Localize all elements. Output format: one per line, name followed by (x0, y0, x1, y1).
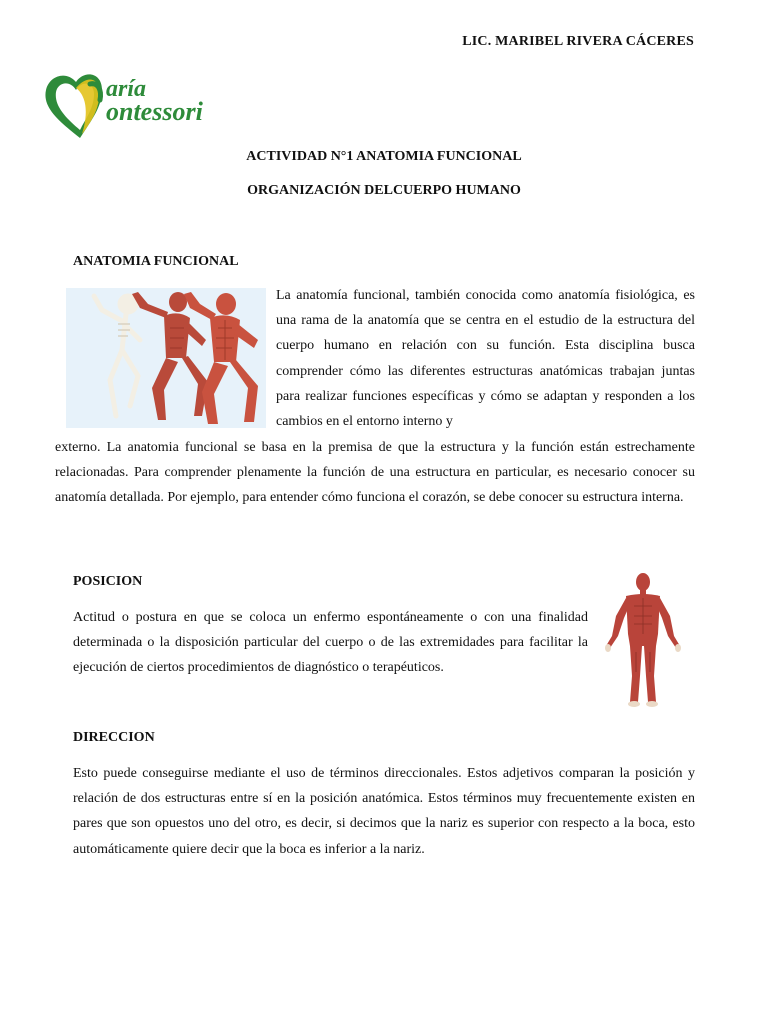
activity-title: ACTIVIDAD N°1 ANATOMIA FUNCIONAL (246, 149, 522, 164)
running-anatomy-illustration (66, 288, 266, 428)
paragraph-anatomia-full: externo. La anatomia funcional se basa en la premisa de que la estructura y la función están estrechamente relacionadas. Para comprender plenamente la función de una estructura en particular, es necesario conocer su anatomía detallada. Por ejemplo, para entender cómo funciona el corazón, se debe conocer su estructura interna. (55, 440, 695, 506)
logo-text-line1: aría (106, 76, 147, 102)
heading-posicion: POSICION (73, 574, 143, 589)
paragraph-anatomia-wrap: La anatomía funcional, también conocida como anatomía fisiológica, es una rama de la anatomía que se centra en el estudio de la estructura del cuerpo humano en relación con su función. Esta disciplina busca comprender cómo las diferentes estructuras anatómicas trabajan juntas para realizar funciones específicas y cómo se adaptan y responden a los cambios en el entorno interno y (276, 288, 695, 430)
logo-text-line2: ontessori (106, 97, 203, 126)
heading-anatomia-funcional: ANATOMIA FUNCIONAL (73, 254, 239, 269)
author-name: LIC. MARIBEL RIVERA CÁCERES (462, 34, 694, 49)
paragraph-posicion: Actitud o postura en que se coloca un enfermo espontáneamente o con una finalidad determinada o la disposición particular del cuerpo o de las extremidades para facilitar la ejecución de ciertos procedimientos de diagnóstico o terapéuticos. (73, 610, 588, 676)
muscular-body-illustration (596, 572, 690, 708)
paragraph-direccion: Esto puede conseguirse mediante el uso de términos direccionales. Estos adjetivos comparan la posición y relación de dos estructuras entre sí en la posición anatómica. Estos términos muy frecuentemente existen en pares que son opuestos uno del otro, es decir, si decimos que la nariz es superior con respecto a la boca, esto automáticamente quiere decir que la boca es inferior a la nariz. (73, 766, 695, 857)
maria-montessori-logo (40, 64, 230, 142)
document-subtitle: ORGANIZACIÓN DELCUERPO HUMANO (247, 183, 521, 198)
heading-direccion: DIRECCION (73, 730, 155, 745)
